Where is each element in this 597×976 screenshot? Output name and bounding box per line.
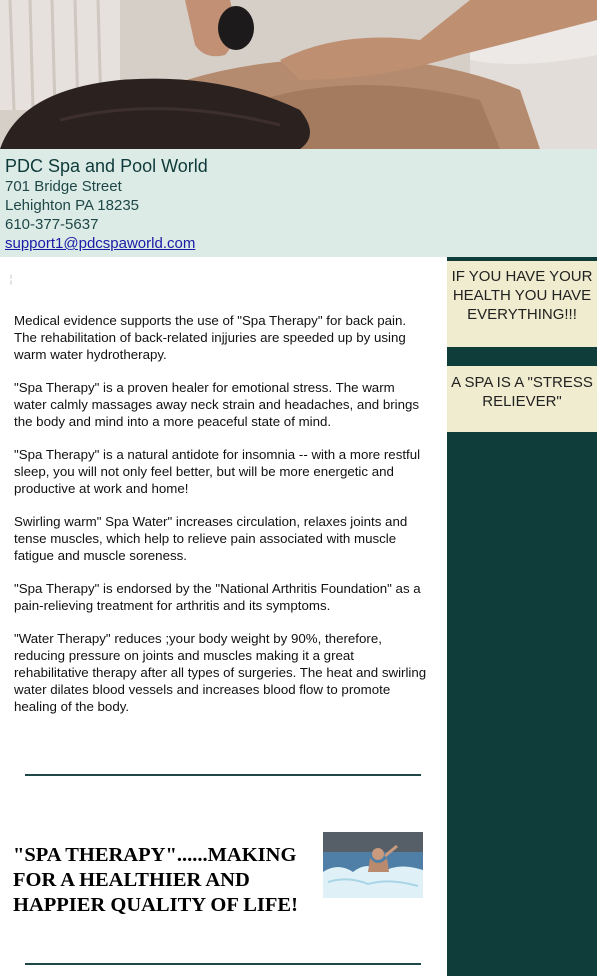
divider-bottom <box>25 963 421 965</box>
massage-illustration <box>0 0 597 149</box>
paragraph-back-pain: Medical evidence supports the use of "Spa Therapy" for back pain. The rehabilitation of back-related injjuries are speeded up by using warm water hydrotherapy. <box>14 313 407 362</box>
divider-top <box>25 774 421 776</box>
paragraph-insomnia: "Spa Therapy" is a natural antidote for insomnia -- with a more restful sleep, you will not only feel better, but will be more energetic and productive at work and home! <box>14 447 421 496</box>
business-name: PDC Spa and Pool World <box>5 156 208 176</box>
hero-massage-photo <box>0 0 597 149</box>
article-body <box>14 312 429 731</box>
stress-callout: A SPA IS A "STRESS RELIEVER" <box>447 366 597 432</box>
hot-tub-photo <box>323 832 423 898</box>
street-address: 701 Bridge Street <box>5 178 122 195</box>
slogan-heading: "SPA THERAPY"......MAKING FOR A HEALTHIER AND HAPPIER QUALITY OF LIFE! <box>13 844 298 916</box>
city-state-zip: Lehighton PA 18235 <box>5 197 140 214</box>
paragraph-circulation: Swirling warm" Spa Water" increases circulation, relaxes joints and tense muscles, which help to relieve pain associated with muscle fatigue and muscle soreness. <box>14 514 408 563</box>
phone-number: 610-377-5637 <box>5 216 99 233</box>
paragraph-arthritis: "Spa Therapy" is endorsed by the "National Arthritis Foundation" as a pain-relieving treatment for arthritis and its symptoms. <box>14 581 421 613</box>
health-callout: IF YOU HAVE YOUR HEALTH YOU HAVE EVERYTHING!!! <box>447 261 597 347</box>
hot-tub-illustration <box>323 832 423 898</box>
contact-info <box>0 149 597 257</box>
main-content <box>0 257 447 976</box>
broken-image-marker: ╎ <box>8 275 15 286</box>
paragraph-emotional-stress: "Spa Therapy" is a proven healer for emotional stress. The warm water calmly massages away neck strain and headaches, and brings the body and mind into a more peaceful state of mind. <box>14 380 420 429</box>
right-sidebar <box>447 257 597 976</box>
paragraph-water-therapy: "Water Therapy" reduces ;your body weight by 90%, therefore, reducing pressure on joints and muscles making it a great rehabilitative therapy after all types of surgeries. The heat and swirling water dilates blood vessels and increases blood flow to promote healing of the body. <box>14 631 427 714</box>
email-link[interactable]: support1@pdcspaworld.com <box>5 235 196 252</box>
